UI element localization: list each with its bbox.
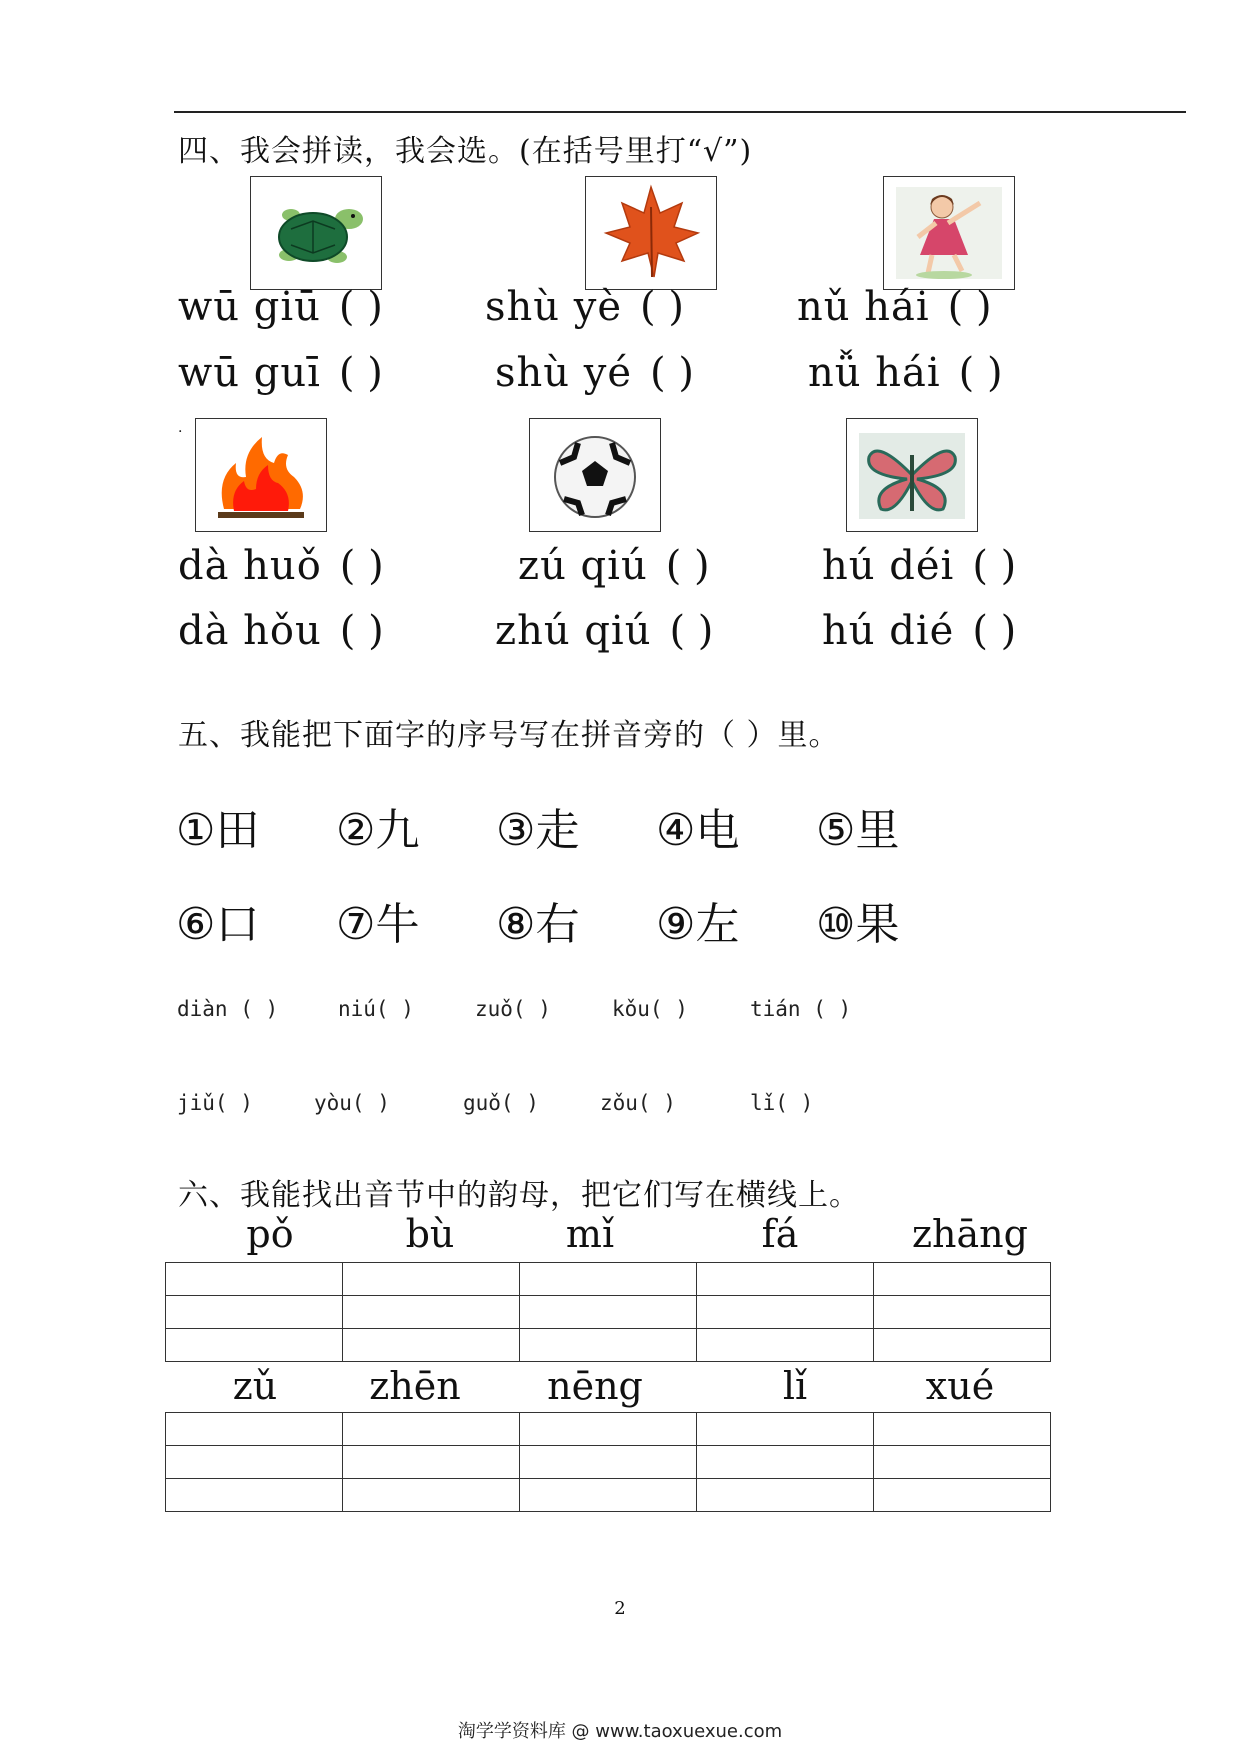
answer-cell[interactable] <box>697 1479 874 1512</box>
syllable: pǒ <box>246 1212 294 1256</box>
answer-cell[interactable] <box>166 1263 343 1296</box>
pinyin-blank[interactable]: guǒ( ) <box>463 1091 539 1115</box>
answer-cell[interactable] <box>520 1479 697 1512</box>
answer-cell[interactable] <box>166 1479 343 1512</box>
answer-cell[interactable] <box>874 1296 1051 1329</box>
syllable: zǔ <box>232 1364 278 1408</box>
answer-cell[interactable] <box>874 1413 1051 1446</box>
answer-cell[interactable] <box>697 1446 874 1479</box>
maple-leaf-icon <box>586 177 716 289</box>
char-item: ⑩果 <box>816 899 900 950</box>
answer-cell[interactable] <box>166 1446 343 1479</box>
char-item: ③走 <box>496 805 580 856</box>
pinyin-blank[interactable]: tián ( ) <box>750 997 852 1021</box>
pinyin-blank[interactable]: diàn ( ) <box>177 997 279 1021</box>
answer-cell[interactable] <box>874 1446 1051 1479</box>
girl-icon <box>884 177 1014 289</box>
syllable: lǐ <box>782 1364 808 1408</box>
syllable: fá <box>761 1212 799 1256</box>
answer-cell[interactable] <box>697 1263 874 1296</box>
fire-picture <box>195 418 327 532</box>
girl-picture <box>883 176 1015 290</box>
turtle-icon <box>251 177 381 289</box>
answer-cell[interactable] <box>874 1479 1051 1512</box>
answer-cell[interactable] <box>166 1413 343 1446</box>
char-item: ④电 <box>656 805 740 856</box>
answer-cell[interactable] <box>520 1263 697 1296</box>
stray-dot: . <box>178 420 183 436</box>
maple-leaf-picture <box>585 176 717 290</box>
option-leaf-1[interactable]: shù yè ( ) <box>485 284 684 330</box>
char-item: ⑦牛 <box>336 899 420 950</box>
pinyin-blank[interactable]: zǒu( ) <box>600 1091 676 1115</box>
option-butterfly-2[interactable]: hú dié ( ) <box>822 608 1017 654</box>
char-item: ①田 <box>176 805 260 856</box>
pinyin-blank[interactable]: jiǔ( ) <box>177 1091 253 1115</box>
answer-cell[interactable] <box>343 1296 520 1329</box>
option-turtle-2[interactable]: wū guī ( ) <box>178 350 383 396</box>
answer-cell[interactable] <box>343 1329 520 1362</box>
answer-cell[interactable] <box>697 1413 874 1446</box>
answer-cell[interactable] <box>520 1413 697 1446</box>
answer-cell[interactable] <box>166 1296 343 1329</box>
option-girl-1[interactable]: nǔ hái ( ) <box>797 284 992 330</box>
butterfly-icon <box>847 419 977 531</box>
fire-icon <box>196 419 326 531</box>
option-ball-1[interactable]: zú qiú ( ) <box>518 543 710 589</box>
char-item: ⑥口 <box>176 899 260 950</box>
answer-grid-1 <box>165 1262 1051 1362</box>
answer-cell[interactable] <box>520 1329 697 1362</box>
answer-cell[interactable] <box>166 1329 343 1362</box>
syllable: mǐ <box>565 1212 615 1256</box>
section4-heading: 四、我会拼读，我会选。(在括号里打“√”) <box>178 134 753 169</box>
option-girl-2[interactable]: nǚ hái ( ) <box>808 350 1003 396</box>
syllable: zhāng <box>912 1212 1028 1256</box>
turtle-picture <box>250 176 382 290</box>
option-fire-1[interactable]: dà huǒ ( ) <box>178 543 384 589</box>
option-fire-2[interactable]: dà hǒu ( ) <box>178 608 384 654</box>
answer-cell[interactable] <box>343 1413 520 1446</box>
option-ball-2[interactable]: zhú qiú ( ) <box>495 608 714 654</box>
option-leaf-2[interactable]: shù yé ( ) <box>495 350 694 396</box>
syllable: zhēn <box>369 1364 461 1408</box>
answer-cell[interactable] <box>343 1446 520 1479</box>
pinyin-blank[interactable]: kǒu( ) <box>612 997 688 1021</box>
answer-cell[interactable] <box>697 1296 874 1329</box>
pinyin-blank[interactable]: niú( ) <box>338 997 414 1021</box>
answer-grid-2 <box>165 1412 1051 1512</box>
syllable: bù <box>405 1212 455 1256</box>
footer-watermark: 淘学学资料库 @ www.taoxuexue.com <box>457 1721 783 1742</box>
char-item: ⑨左 <box>656 899 740 950</box>
pinyin-blank[interactable]: zuǒ( ) <box>475 997 551 1021</box>
section5-heading: 五、我能把下面字的序号写在拼音旁的（ ）里。 <box>178 718 840 753</box>
char-item: ⑤里 <box>816 805 900 856</box>
answer-cell[interactable] <box>697 1329 874 1362</box>
char-item: ②九 <box>336 805 420 856</box>
option-butterfly-1[interactable]: hú déi ( ) <box>822 543 1017 589</box>
pinyin-blank[interactable]: lǐ( ) <box>750 1091 814 1115</box>
char-item: ⑧右 <box>496 899 580 950</box>
soccer-ball-picture <box>529 418 661 532</box>
answer-cell[interactable] <box>520 1446 697 1479</box>
syllable: xué <box>925 1364 995 1408</box>
answer-cell[interactable] <box>343 1479 520 1512</box>
page-number: 2 <box>614 1598 626 1619</box>
syllable: nēng <box>547 1364 643 1408</box>
pinyin-blank[interactable]: yòu( ) <box>314 1091 390 1115</box>
soccer-ball-icon <box>530 419 660 531</box>
option-turtle-1[interactable]: wū giū ( ) <box>178 284 383 330</box>
answer-cell[interactable] <box>520 1296 697 1329</box>
butterfly-picture <box>846 418 978 532</box>
answer-cell[interactable] <box>343 1263 520 1296</box>
answer-cell[interactable] <box>874 1329 1051 1362</box>
answer-cell[interactable] <box>874 1263 1051 1296</box>
top-rule <box>174 111 1186 113</box>
section6-heading: 六、我能找出音节中的韵母，把它们写在横线上。 <box>178 1178 860 1213</box>
